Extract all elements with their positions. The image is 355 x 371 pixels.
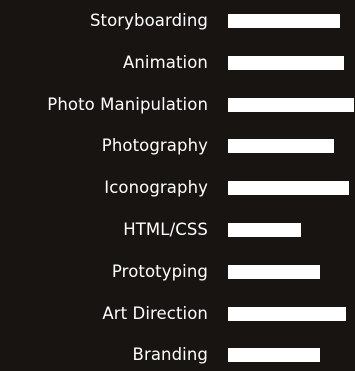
skill-bar-iconography (228, 181, 349, 195)
skill-bar-prototyping (228, 265, 320, 279)
skill-bar-animation (228, 56, 344, 70)
skill-bar-html-css (228, 223, 301, 237)
skill-bar-art-direction (228, 307, 346, 321)
skill-label-prototyping: Prototyping (111, 261, 208, 281)
skill-label-html-css: HTML/CSS (123, 220, 208, 239)
skill-label-photography: Photography (101, 136, 208, 156)
skill-bar-photo-manipulation (228, 98, 354, 112)
skill-label-iconography: Iconography (104, 178, 208, 198)
skill-bar-photography (228, 139, 334, 153)
skill-label-branding: Branding (132, 345, 208, 365)
skill-bar-storyboarding (228, 14, 340, 28)
skill-label-art-direction: Art Direction (102, 303, 208, 323)
skill-label-photo-manipulation: Photo Manipulation (47, 94, 208, 114)
skill-label-animation: Animation (122, 52, 208, 72)
skill-bar-branding (228, 348, 320, 362)
skill-label-storyboarding: Storyboarding (89, 11, 208, 30)
